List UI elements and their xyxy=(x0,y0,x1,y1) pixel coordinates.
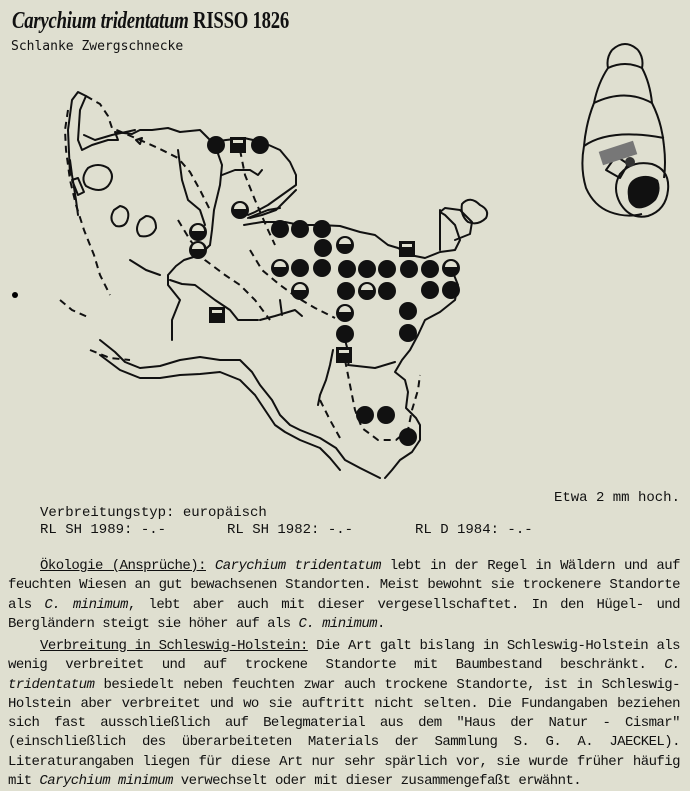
record-half-marker xyxy=(291,282,309,300)
record-filled-marker xyxy=(251,136,269,154)
red-list-d-1984: RL D 1984: -.- xyxy=(415,522,533,538)
record-filled-marker xyxy=(291,259,309,277)
red-list-sh-1982: RL SH 1982: -.- xyxy=(227,522,354,538)
record-filled-marker xyxy=(356,406,374,424)
record-square-marker xyxy=(336,347,352,363)
record-filled-marker xyxy=(442,281,460,299)
lake-2 xyxy=(111,206,128,226)
coastline-se xyxy=(385,270,458,478)
record-filled-marker xyxy=(338,260,356,278)
record-filled-marker xyxy=(271,220,289,238)
size-note: Etwa 2 mm hoch. xyxy=(553,490,680,506)
island-ost xyxy=(462,200,488,224)
record-half-marker xyxy=(189,223,207,241)
record-filled-marker xyxy=(421,260,439,278)
coastline-east-2 xyxy=(222,170,262,175)
shell-apex xyxy=(612,44,638,50)
natural-region-line-1 xyxy=(86,96,210,210)
record-half-marker xyxy=(442,259,460,277)
distribution-paragraph: Verbreitung in Schleswig-Holstein: Die Art galt bislang in Schleswig-Holstein als wenig verbreitet und auf trockene Standorte mit Baumbestand beschränkt. C. tridentatum besiedelt neben feuchten zwar auch trockene Standorte, ist in Schleswig-Holstein aber verbreitet und wo sie auftritt nicht selten. Die Fundangaben beziehen sich fast ausschließlich auf Belegmaterial aus dem "Haus der Natur - Cismar" (einschließlich des überarbeiteten Materials der Sammlung S. G. A. JAECKEL). Literaturangaben liegen für diese Art nur sehr spärlich vor, sie wurde früher häufig mit Carychium minimum verwechselt oder mit dieser zusammengefaßt erwähnt. xyxy=(8,638,680,790)
distribution-type: Verbreitungstyp: europäisch xyxy=(40,505,267,521)
record-half-marker xyxy=(336,236,354,254)
record-filled-marker xyxy=(291,220,309,238)
record-half-marker xyxy=(358,282,376,300)
species-name: Carychium tridentatum xyxy=(12,8,189,34)
record-filled-marker xyxy=(377,406,395,424)
ecology-paragraph: Ökologie (Ansprüche): Carychium tridentatum lebt in der Regel in Wäldern und auf feuchten Wiesen an gut bewachsenen Standorten. Meist bewohnt sie trockenere Standorte als C. minimum, lebt aber auch mit dieser vergesellschaftet. In den Hügel- und Bergländern steigt sie höher auf als C. minimum. xyxy=(8,558,680,632)
record-markers xyxy=(189,136,460,446)
record-filled-marker xyxy=(399,428,417,446)
natural-region-line-3 xyxy=(240,150,275,245)
inner-shore xyxy=(318,350,333,405)
inland-lines-2 xyxy=(280,300,282,315)
natural-region-line-6 xyxy=(345,360,420,440)
record-filled-marker xyxy=(400,260,418,278)
record-filled-marker xyxy=(358,260,376,278)
record-filled-marker xyxy=(378,282,396,300)
record-filled-marker xyxy=(337,282,355,300)
river-elbe xyxy=(100,355,340,470)
record-square-marker xyxy=(230,137,246,153)
coast-kiel xyxy=(345,340,395,368)
record-filled-marker xyxy=(336,325,354,343)
aperture-shadow xyxy=(628,176,660,208)
record-filled-marker xyxy=(313,220,331,238)
coastline-east-1 xyxy=(210,148,222,245)
natural-region-line-7 xyxy=(320,400,340,438)
shell-illustration xyxy=(570,28,680,228)
river-1 xyxy=(130,260,160,275)
shell-detail xyxy=(625,157,635,167)
ecology-heading: Ökologie (Ansprüche): xyxy=(40,558,206,574)
record-filled-marker xyxy=(378,260,396,278)
distribution-heading: Verbreitung in Schleswig-Holstein: xyxy=(40,638,308,654)
record-half-marker xyxy=(271,259,289,277)
species-title xyxy=(12,8,289,35)
record-filled-marker xyxy=(313,259,331,277)
record-filled-marker xyxy=(399,324,417,342)
natural-region-line-8 xyxy=(90,350,130,360)
record-square-marker xyxy=(399,241,415,257)
distribution-map xyxy=(0,60,500,480)
record-half-marker xyxy=(231,201,249,219)
record-half-marker xyxy=(336,304,354,322)
natural-region-line-9 xyxy=(60,300,90,318)
species-author-year: RISSO 1826 xyxy=(193,8,290,34)
record-filled-marker xyxy=(421,281,439,299)
red-list-sh-1989: RL SH 1989: -.- xyxy=(40,522,167,538)
record-half-marker xyxy=(189,241,207,259)
whorl-1 xyxy=(608,64,642,68)
lake-3 xyxy=(137,216,156,236)
whorl-2 xyxy=(594,96,652,104)
record-filled-marker xyxy=(207,136,225,154)
record-filled-marker xyxy=(399,302,417,320)
lake-1 xyxy=(83,165,112,190)
record-filled-marker xyxy=(314,239,332,257)
shell-outline-right xyxy=(638,50,665,178)
record-square-marker xyxy=(209,307,225,323)
common-name: Schlanke Zwergschnecke xyxy=(11,39,184,54)
